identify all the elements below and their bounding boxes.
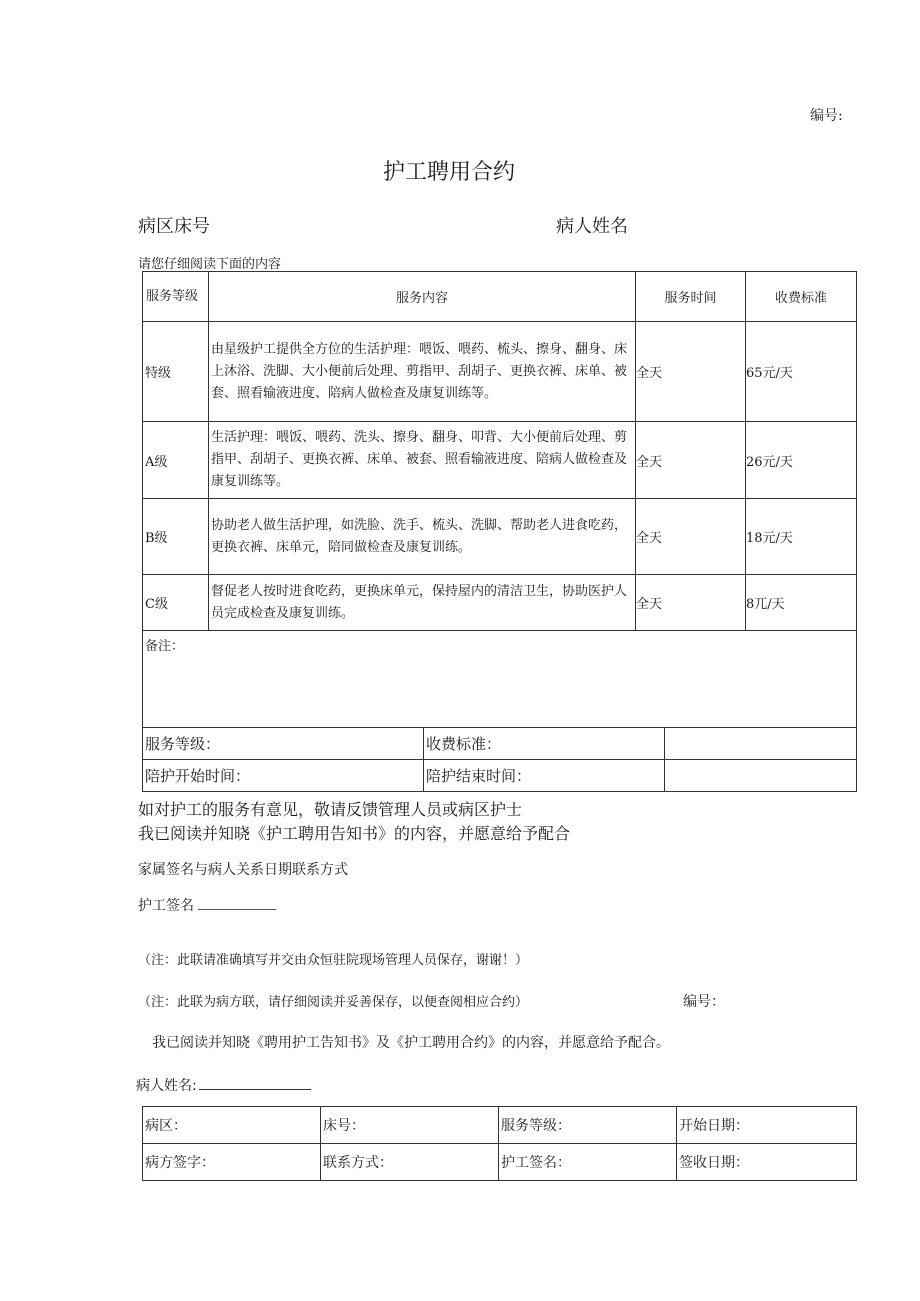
time-cell: 全天 [636,499,746,575]
col-header-level: 服务等级 [143,272,209,322]
table-row [143,499,857,575]
counterfoil-patient-name [136,1075,311,1095]
fee-cell: 8兀/天 [746,575,857,631]
acknowledge-statement: 我已阅读并知晓《护工聘用告知书》的内容，并愿意给予配合 [138,824,571,843]
ward-bed-label: 病区床号 [138,216,210,237]
nurse-signature-field[interactable]: 护工签名： [499,1144,677,1181]
col-header-fee: 收费标准 [746,272,857,322]
family-signature-line: 家属签名与病人关系日期联系方式 [138,862,348,878]
service-table [142,271,857,728]
level-cell: 特级 [143,322,209,422]
end-time-field[interactable]: 陪护结束时间： [424,760,665,792]
service-level-field[interactable]: 服务等级： [499,1107,677,1144]
content-cell: 生活护理：喂饭、喂药、洗头、擦身、翻身、叩背、大小便前后处理、剪指甲、刮胡子、更换衣裤、床单、被套、照看输液进度、陪病人做检查及康复训练等。 [209,422,636,499]
blank-cell[interactable] [665,728,857,760]
counterfoil-note-1: （注：此联请准确填写并交由众恒驻院现场管理人员保存，谢谢！） [138,953,529,968]
counterfoil-patient-name-label: 病人姓名: [136,1078,197,1094]
patient-signature-field[interactable]: 病方签字： [143,1144,321,1181]
feedback-statement: 如对护工的服务有意见，敬请反馈管理人员或病区护士 [138,800,523,819]
time-cell: 全天 [636,575,746,631]
bed-number-field[interactable]: 床号： [321,1107,499,1144]
notes-field[interactable]: 备注： [143,631,857,728]
col-header-time: 服务时间 [636,272,746,322]
service-level-field[interactable]: 服务等级： [143,728,424,760]
time-cell: 全天 [636,422,746,499]
fee-cell: 26元/天 [746,422,857,499]
page-title: 护工聘用合约 [383,160,516,185]
ward-field[interactable]: 病区： [143,1107,321,1144]
content-cell: 协助老人做生活护理，如洗脸、洗手、梳头、洗脚、帮助老人进食吃药，更换衣裤、床单元，陪同做检查及康复训练。 [209,499,636,575]
table-row [143,322,857,422]
start-time-field[interactable]: 陪护开始时间： [143,760,424,792]
time-cell: 全天 [636,322,746,422]
nurse-signature-label: 护工签名 [138,898,194,914]
counterfoil-acknowledge: 我已阅读并知晓《聘用护工告知书》及《护工聘用合约》的内容，并愿意给予配合。 [152,1035,670,1051]
counterfoil-table [142,1106,857,1181]
serial-number-label: 编号: [810,108,843,124]
nurse-signature [138,895,276,915]
level-cell: A级 [143,422,209,499]
counterfoil-note-2: （注：此联为病方联，请仔细阅读并妥善保存，以便查阅相应合约） [138,995,529,1010]
service-form-table [142,727,857,792]
counterfoil-patient-name-field[interactable] [199,1077,311,1090]
level-cell: B级 [143,499,209,575]
nurse-signature-field[interactable] [198,897,276,910]
level-cell: C级 [143,575,209,631]
fee-cell: 18元/天 [746,499,857,575]
notes-row [143,631,857,728]
fee-standard-field[interactable]: 收费标准： [424,728,665,760]
fee-cell: 65元/天 [746,322,857,422]
read-hint: 请您仔细阅读下面的内容 [138,257,282,272]
content-cell: 由星级护工提供全方位的生活护理：喂饭、喂药、梳头、擦身、翻身、床上沐浴、洗脚、大小便前后处理、剪指甲、刮胡子、更换衣裤、床单、被套、照看输液进度、陪病人做检查及康复训练等。 [209,322,636,422]
patient-name-label: 病人姓名 [556,216,628,237]
contact-field[interactable]: 联系方式： [321,1144,499,1181]
counterfoil-serial-label: 编号： [683,994,725,1010]
table-header-row [143,272,857,322]
start-date-field[interactable]: 开始日期： [677,1107,857,1144]
col-header-content: 服务内容 [209,272,636,322]
table-row [143,422,857,499]
receipt-date-field[interactable]: 签收日期： [677,1144,857,1181]
content-cell: 督促老人按时进食吃药，更换床单元，保持屋内的清洁卫生，协助医护人员完成检查及康复训练。 [209,575,636,631]
table-row [143,575,857,631]
blank-cell[interactable] [665,760,857,792]
